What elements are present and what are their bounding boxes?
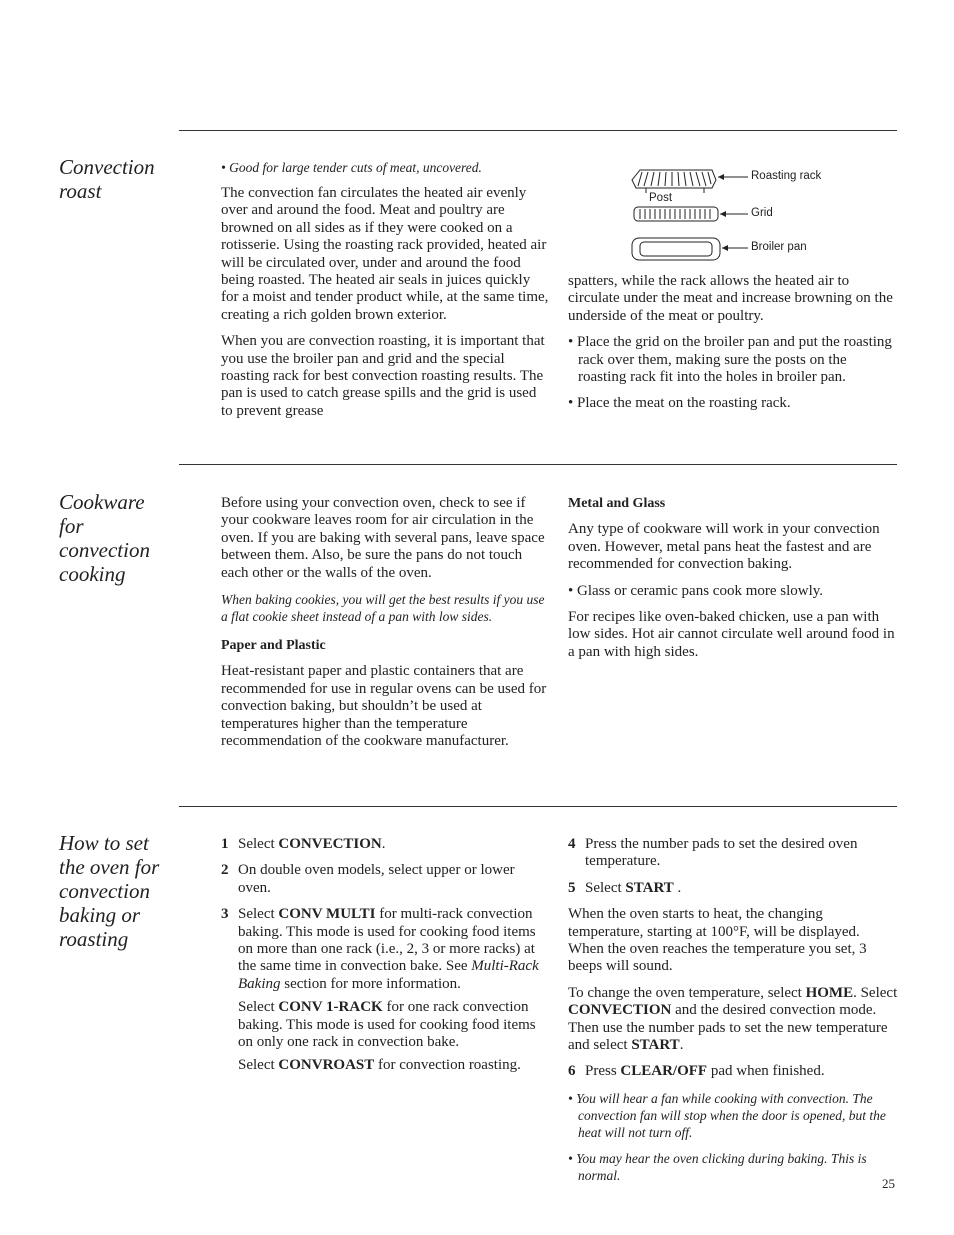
metal-glass-heading: Metal and Glass: [568, 496, 666, 511]
grid-drawing: [634, 207, 718, 221]
divider-rule-2: [179, 806, 897, 807]
convection-roast-paragraph-3: spatters, while the rack allows the heated air to circulate under the meat and increase browning on the underside of the meat or poultry.: [568, 273, 893, 324]
divider-rule-1: [179, 464, 897, 465]
step-3-sub-2: Select CONVROAST for convection roasting.: [238, 1057, 521, 1074]
convection-roast-paragraph-1: The convection fan circulates the heated air evenly over and around the food. Meat and poultry are browned on all sides as if they were cooked on a rotisserie. Using the roasting rack provided, heated air will be circulated over, under and around the food being roasted. The heated air seals in juices quickly for a moist and tender product while, at the same time, creating a rich golden brown exterior.: [221, 185, 549, 323]
section-title-cookware: Cookware for convection cooking: [59, 490, 150, 586]
convection-roast-bullet-2: • Place the meat on the roasting rack.: [568, 395, 791, 412]
label-broiler-pan: Broiler pan: [751, 241, 807, 253]
cookware-right-column: [568, 495, 896, 670]
top-rule: [179, 130, 897, 131]
how-to-left-column: [221, 836, 551, 1081]
section-title-convection-roast: Convection roast: [59, 155, 155, 203]
change-temperature-paragraph: To change the oven temperature, select HOME. Select CONVECTION and the desired convection mode. Then use the number pads to set the new temperature and select START.: [568, 984, 898, 1054]
cookware-paragraph-1: Before using your convection oven, check to see if your cookware leaves room for air circulation in the oven. If you are baking with several pans, leave space between them. Also, be sure the pans do not touch each other or the walls of the oven.: [221, 495, 545, 581]
step-6: 6 Press CLEAR/OFF pad when finished.: [568, 1063, 825, 1080]
roasting-rack-diagram: [628, 160, 848, 266]
page-number: 25: [882, 1176, 895, 1191]
convection-roast-paragraph-2: When you are convection roasting, it is important that you use the broiler pan and grid and the special roasting rack for best convection roasting results. The pan is used to catch grease spills and the grid is used to prevent grease: [221, 333, 545, 419]
metal-glass-paragraph-2: For recipes like oven-baked chicken, use a pan with low sides. Hot air cannot circulate well around food in a pan with high sides.: [568, 609, 895, 660]
step-4: 4 Press the number pads to set the desired oven temperature.: [568, 836, 858, 870]
paper-plastic-heading: Paper and Plastic: [221, 638, 326, 654]
metal-glass-bullet: • Glass or ceramic pans cook more slowly.: [568, 582, 824, 599]
step-number: 1: [221, 836, 229, 852]
step-2: 2 On double oven models, select upper or lower oven.: [221, 862, 515, 896]
convection-roast-right-column: [568, 273, 896, 422]
step-number: 3: [221, 906, 229, 923]
broiler-pan-drawing: [632, 238, 720, 260]
step-1: 1 Select CONVECTION.: [221, 836, 386, 852]
roasting-rack-drawing: [632, 170, 716, 193]
step-number: 4: [568, 836, 576, 852]
heating-paragraph: When the oven starts to heat, the changing temperature, starting at 100°F, will be displayed. When the oven reaches the temperature you set, 3 beeps will sound.: [568, 906, 867, 975]
convection-roast-bullet: • Good for large tender cuts of meat, uncovered.: [221, 160, 482, 175]
convection-roast-left-column: [221, 159, 551, 429]
step-number: 6: [568, 1063, 576, 1080]
cookware-left-column: [221, 495, 551, 759]
fan-note: • You will hear a fan while cooking with convection. The convection fan will stop when the door is opened, but the heat will not turn off.: [568, 1090, 886, 1140]
step-number: 5: [568, 879, 576, 896]
step-number: 2: [221, 862, 229, 879]
step-5: 5 Select START .: [568, 879, 682, 896]
step-3-sub-1: Select CONV 1-RACK for one rack convection baking. This mode is used for cooking food items on only one rack in convection bake.: [238, 999, 536, 1051]
step-3: 3 Select CONV MULTI for multi-rack convection baking. This mode is used for cooking food items on more than one rack (i.e., 2, 3 or more racks) at the same time in convection bake. See Multi-Rack Baking section for more information.: [221, 906, 539, 992]
cookware-italic-note: When baking cookies, you will get the best results if you use a flat cookie sheet instead of a pan with low sides.: [221, 592, 545, 625]
section-title-how-to-set: How to set the oven for convection baking or roasting: [59, 831, 160, 951]
metal-glass-text: Any type of cookware will work in your convection oven. However, metal pans heat the fastest and are recommended for convection baking.: [568, 521, 880, 573]
label-roasting-rack: Roasting rack: [751, 170, 822, 182]
paper-plastic-text: Heat-resistant paper and plastic containers that are recommended for use in regular ovens can be used for convection baking, but shouldn’t be used at temperatures higher than the temperature recommendation of the cookware manufacturer.: [221, 663, 547, 750]
convection-roast-bullet-1: • Place the grid on the broiler pan and put the roasting rack over them, making sure the posts on the roasting rack fit into the holes in broiler pan.: [568, 334, 892, 386]
label-post: Post: [649, 192, 673, 204]
label-grid: Grid: [751, 207, 773, 219]
how-to-right-column: [568, 836, 898, 1193]
clicking-note: • You may hear the oven clicking during baking. This is normal.: [568, 1150, 867, 1183]
